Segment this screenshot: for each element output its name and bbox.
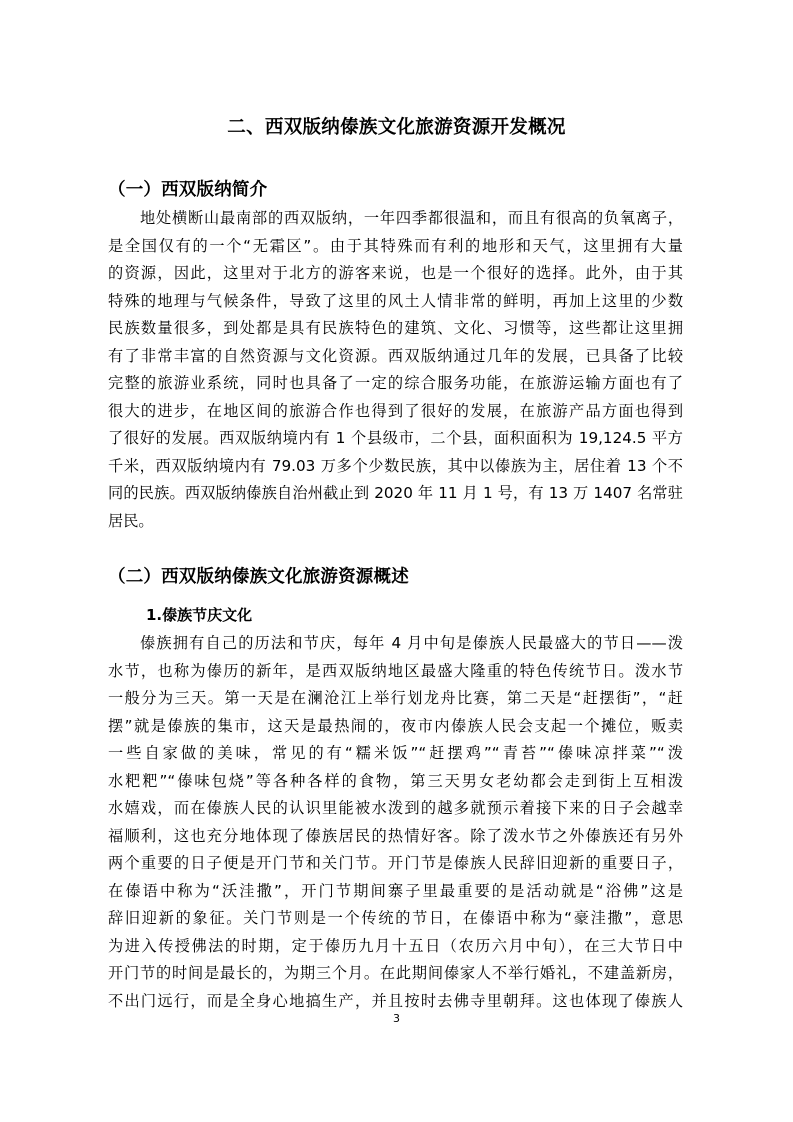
subsection-heading-festivals: 1.傣族节庆文化	[146, 606, 253, 624]
paragraph-line: 民族数量很多，到处都是具有民族特色的建筑、文化、习惯等，这些都让这里拥	[108, 319, 683, 337]
paragraph-line: 开门节的时间是最长的，为期三个月。在此期间傣家人不举行婚礼，不建盖新房，	[108, 964, 683, 982]
paragraph-line: 辞旧迎新的象征。关门节则是一个传统的节日，在傣语中称为“豪洼撒”，意思	[108, 909, 683, 927]
paragraph-line: 不出门远行，而是全身心地搞生产，并且按时去佛寺里朝拜。这也体现了傣族人	[108, 991, 683, 1010]
paragraph-line: 特殊的地理与气候条件，导致了这里的风土人情非常的鲜明，再加上这里的少数	[108, 291, 683, 310]
paragraph-line: 水节，也称为傣历的新年，是西双版纳地区最盛大隆重的特色传统节日。泼水节	[108, 661, 683, 680]
paragraph-line: 水嬉戏，而在傣族人民的认识里能被水泼到的越多就预示着接下来的日子会越幸	[108, 799, 683, 817]
page-title: 二、西双版纳傣族文化旅游资源开发概况	[227, 117, 566, 138]
paragraph-line: 千米，西双版纳境内有 79.03 万多个少数民族，其中以傣族为主，居住着 13 个不	[108, 456, 683, 475]
paragraph-line: 完整的旅游业系统，同时也具备了一定的综合服务功能，在旅游运输方面也有了	[108, 374, 683, 392]
paragraph-line: 了很好的发展。西双版纳境内有 1 个县级市，二个县，面积面积为 19,124.5 平方	[108, 429, 683, 447]
paragraph-line: 两个重要的日子便是开门节和关门节。开门节是傣族人民辞旧迎新的重要日子，	[108, 854, 683, 872]
section-heading-intro: （一）西双版纳简介	[108, 180, 268, 200]
paragraph-line: 一般分为三天。第一天是在澜沧江上举行划龙舟比赛，第二天是“赶摆街”，“赶	[108, 689, 683, 707]
paragraph-line: 福顺利，这也充分地体现了傣族居民的热情好客。除了泼水节之外傣族还有另外	[108, 826, 683, 845]
paragraph-line: 傣族拥有自己的历法和节庆，每年 4 月中旬是傣族人民最盛大的节日——泼	[140, 634, 683, 652]
paragraph-line: 一些自家做的美味，常见的有“糯米饭”“赶摆鸡”“青苔”“傣味凉拌菜”“泼	[108, 744, 683, 762]
festival-paragraph	[108, 630, 683, 1015]
paragraph-line: 水粑粑”“傣味包烧”等各种各样的食物，第三天男女老幼都会走到街上互相泼	[108, 771, 683, 790]
paragraph-line: 摆”就是傣族的集市，这天是最热闹的，夜市内傣族人民会支起一个摊位，贩卖	[108, 716, 683, 735]
paragraph-line: 是全国仅有的一个“无霜区”。由于其特殊而有利的地形和天气，这里拥有大量	[108, 236, 683, 255]
paragraph-line: 有了非常丰富的自然资源与文化资源。西双版纳通过几年的发展，已具备了比较	[108, 346, 683, 365]
paragraph-line: 同的民族。西双版纳傣族自治州截止到 2020 年 11 月 1 号，有 13 万 1407 名常驻	[108, 484, 683, 502]
paragraph-line: 的资源，因此，这里对于北方的游客来说，也是一个很好的选择。此外，由于其	[108, 264, 683, 282]
paragraph-line: 很大的进步，在地区间的旅游合作也得到了很好的发展，在旅游产品方面也得到	[108, 401, 683, 420]
paragraph-line: 为进入传授佛法的时期，定于傣历九月十五日（农历六月中旬），在三大节日中	[108, 936, 683, 955]
intro-paragraph	[108, 205, 683, 535]
paragraph-line: 居民。	[108, 511, 154, 530]
section-heading-overview: （二）西双版纳傣族文化旅游资源概述	[108, 567, 409, 587]
paragraph-line: 在傣语中称为“沃洼撒”，开门节期间寨子里最重要的是活动就是“浴佛”这是	[108, 881, 683, 900]
paragraph-line: 地处横断山最南部的西双版纳，一年四季都很温和，而且有很高的负氧离子，	[140, 209, 683, 227]
page-number: 3	[393, 1012, 400, 1025]
